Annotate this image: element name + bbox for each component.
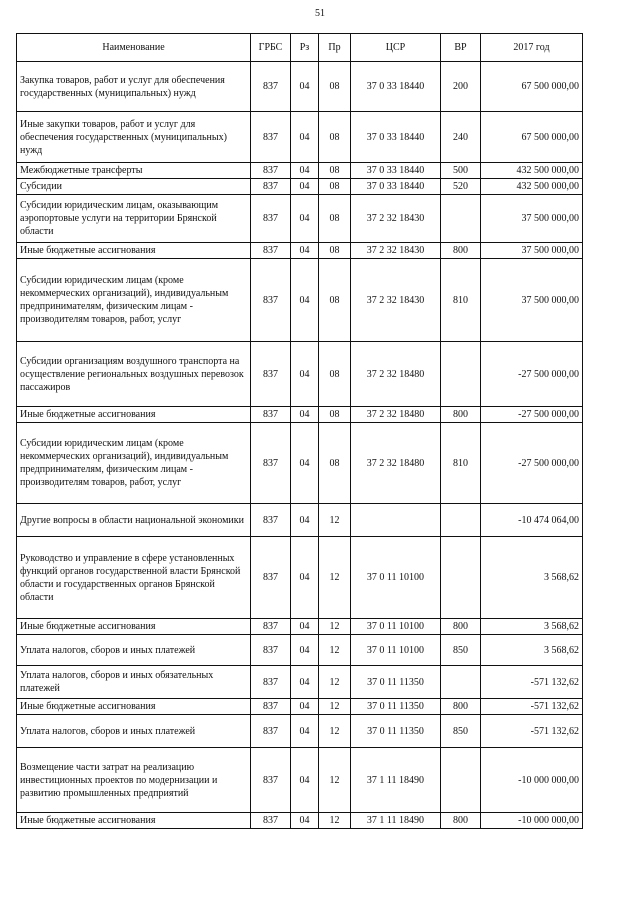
header-pr: Пр	[319, 34, 351, 62]
row-name: Возмещение части затрат на реализацию инвестиционных проектов по модернизации и развитию промышленных предприятий	[17, 748, 251, 813]
row-vr: 800	[441, 243, 481, 259]
row-name: Субсидии юридическим лицам, оказывающим аэропортовые услуги на территории Брянской области	[17, 195, 251, 243]
header-grbs: ГРБС	[251, 34, 291, 62]
row-name: Субсидии организациям воздушного транспорта на осуществление региональных воздушных перевозок пассажиров	[17, 342, 251, 407]
table-row	[17, 179, 583, 195]
row-pr: 12	[319, 813, 351, 829]
row-amount: -10 000 000,00	[481, 748, 583, 813]
row-grbs: 837	[251, 259, 291, 342]
row-amount: -571 132,62	[481, 699, 583, 715]
table-row	[17, 635, 583, 666]
row-csr: 37 0 33 18440	[351, 62, 441, 112]
budget-table	[16, 33, 583, 829]
table-row	[17, 504, 583, 537]
row-csr: 37 0 11 11350	[351, 666, 441, 699]
row-csr: 37 0 11 10100	[351, 619, 441, 635]
row-csr: 37 2 32 18430	[351, 195, 441, 243]
header-vr: ВР	[441, 34, 481, 62]
row-csr: 37 2 32 18430	[351, 259, 441, 342]
table-row	[17, 195, 583, 243]
header-year: 2017 год	[481, 34, 583, 62]
row-grbs: 837	[251, 195, 291, 243]
row-rz: 04	[291, 715, 319, 748]
row-vr: 800	[441, 619, 481, 635]
row-pr: 08	[319, 423, 351, 504]
row-rz: 04	[291, 537, 319, 619]
row-csr: 37 2 32 18480	[351, 423, 441, 504]
row-rz: 04	[291, 666, 319, 699]
row-grbs: 837	[251, 813, 291, 829]
row-vr: 800	[441, 699, 481, 715]
row-pr: 12	[319, 666, 351, 699]
row-pr: 08	[319, 179, 351, 195]
row-grbs: 837	[251, 179, 291, 195]
row-amount: 37 500 000,00	[481, 243, 583, 259]
row-amount: 3 568,62	[481, 619, 583, 635]
row-name: Руководство и управление в сфере установленных функций органов государственной власти Брянской области и государственных органов Брянской области	[17, 537, 251, 619]
row-name: Иные бюджетные ассигнования	[17, 699, 251, 715]
row-vr	[441, 666, 481, 699]
row-amount: 67 500 000,00	[481, 62, 583, 112]
row-name: Уплата налогов, сборов и иных платежей	[17, 635, 251, 666]
row-pr: 08	[319, 112, 351, 163]
row-vr: 500	[441, 163, 481, 179]
row-rz: 04	[291, 195, 319, 243]
row-amount: -27 500 000,00	[481, 407, 583, 423]
row-name: Иные бюджетные ассигнования	[17, 619, 251, 635]
row-csr: 37 0 33 18440	[351, 163, 441, 179]
row-pr: 08	[319, 195, 351, 243]
row-amount: -10 474 064,00	[481, 504, 583, 537]
row-csr: 37 0 11 10100	[351, 537, 441, 619]
header-row	[17, 34, 583, 62]
row-grbs: 837	[251, 407, 291, 423]
row-pr: 12	[319, 748, 351, 813]
table-row	[17, 342, 583, 407]
row-rz: 04	[291, 112, 319, 163]
row-csr: 37 1 11 18490	[351, 748, 441, 813]
row-name: Иные бюджетные ассигнования	[17, 813, 251, 829]
table-row	[17, 259, 583, 342]
row-grbs: 837	[251, 342, 291, 407]
row-pr: 08	[319, 62, 351, 112]
table-row	[17, 699, 583, 715]
row-amount: -571 132,62	[481, 666, 583, 699]
row-name: Уплата налогов, сборов и иных платежей	[17, 715, 251, 748]
row-name: Иные бюджетные ассигнования	[17, 243, 251, 259]
row-amount: 3 568,62	[481, 635, 583, 666]
row-vr: 520	[441, 179, 481, 195]
row-pr: 08	[319, 342, 351, 407]
row-csr: 37 0 11 11350	[351, 699, 441, 715]
row-csr: 37 0 11 10100	[351, 635, 441, 666]
header-csr: ЦСР	[351, 34, 441, 62]
row-csr: 37 2 32 18480	[351, 342, 441, 407]
row-amount: -571 132,62	[481, 715, 583, 748]
row-pr: 12	[319, 699, 351, 715]
row-rz: 04	[291, 635, 319, 666]
row-pr: 12	[319, 619, 351, 635]
row-vr: 810	[441, 423, 481, 504]
row-csr: 37 0 33 18440	[351, 112, 441, 163]
row-pr: 08	[319, 163, 351, 179]
row-amount: 67 500 000,00	[481, 112, 583, 163]
table-row	[17, 163, 583, 179]
row-vr	[441, 748, 481, 813]
row-vr: 240	[441, 112, 481, 163]
header-rz: Рз	[291, 34, 319, 62]
table-row	[17, 666, 583, 699]
row-rz: 04	[291, 243, 319, 259]
row-csr: 37 2 32 18480	[351, 407, 441, 423]
table-row	[17, 813, 583, 829]
row-vr	[441, 195, 481, 243]
row-vr	[441, 504, 481, 537]
row-pr: 12	[319, 504, 351, 537]
row-rz: 04	[291, 699, 319, 715]
row-grbs: 837	[251, 112, 291, 163]
row-amount: -10 000 000,00	[481, 813, 583, 829]
row-pr: 12	[319, 537, 351, 619]
row-name: Субсидии	[17, 179, 251, 195]
row-grbs: 837	[251, 504, 291, 537]
row-grbs: 837	[251, 423, 291, 504]
table-row	[17, 243, 583, 259]
row-pr: 08	[319, 407, 351, 423]
row-rz: 04	[291, 179, 319, 195]
row-amount: 3 568,62	[481, 537, 583, 619]
row-vr	[441, 342, 481, 407]
row-name: Межбюджетные трансферты	[17, 163, 251, 179]
row-vr: 200	[441, 62, 481, 112]
row-name: Субсидии юридическим лицам (кроме некоммерческих организаций), индивидуальным предпринимателям, физическим лицам - производителям товаров, работ, услуг	[17, 259, 251, 342]
row-pr: 12	[319, 635, 351, 666]
row-rz: 04	[291, 259, 319, 342]
row-csr: 37 1 11 18490	[351, 813, 441, 829]
row-vr: 800	[441, 407, 481, 423]
row-vr: 810	[441, 259, 481, 342]
page-number: 51	[315, 8, 325, 19]
row-grbs: 837	[251, 666, 291, 699]
row-rz: 04	[291, 748, 319, 813]
row-amount: 432 500 000,00	[481, 163, 583, 179]
row-vr: 800	[441, 813, 481, 829]
row-rz: 04	[291, 62, 319, 112]
row-rz: 04	[291, 423, 319, 504]
row-amount: 37 500 000,00	[481, 195, 583, 243]
table-row	[17, 407, 583, 423]
row-rz: 04	[291, 504, 319, 537]
row-name: Уплата налогов, сборов и иных обязательных платежей	[17, 666, 251, 699]
row-amount: -27 500 000,00	[481, 423, 583, 504]
row-csr: 37 0 33 18440	[351, 179, 441, 195]
row-csr: 37 2 32 18430	[351, 243, 441, 259]
row-pr: 08	[319, 243, 351, 259]
row-amount: -27 500 000,00	[481, 342, 583, 407]
row-rz: 04	[291, 619, 319, 635]
table-row	[17, 112, 583, 163]
table-row	[17, 423, 583, 504]
row-grbs: 837	[251, 635, 291, 666]
row-name: Иные бюджетные ассигнования	[17, 407, 251, 423]
row-name: Другие вопросы в области национальной экономики	[17, 504, 251, 537]
row-csr: 37 0 11 11350	[351, 715, 441, 748]
row-pr: 12	[319, 715, 351, 748]
row-amount: 37 500 000,00	[481, 259, 583, 342]
row-amount: 432 500 000,00	[481, 179, 583, 195]
row-grbs: 837	[251, 537, 291, 619]
row-grbs: 837	[251, 243, 291, 259]
row-grbs: 837	[251, 699, 291, 715]
row-rz: 04	[291, 813, 319, 829]
row-rz: 04	[291, 163, 319, 179]
table-row	[17, 619, 583, 635]
table-row	[17, 748, 583, 813]
row-csr	[351, 504, 441, 537]
row-vr: 850	[441, 635, 481, 666]
row-rz: 04	[291, 407, 319, 423]
table-row	[17, 537, 583, 619]
row-grbs: 837	[251, 715, 291, 748]
row-vr: 850	[441, 715, 481, 748]
row-name: Иные закупки товаров, работ и услуг для обеспечения государственных (муниципальных) нужд	[17, 112, 251, 163]
table-row	[17, 62, 583, 112]
row-rz: 04	[291, 342, 319, 407]
row-grbs: 837	[251, 748, 291, 813]
row-pr: 08	[319, 259, 351, 342]
row-name: Субсидии юридическим лицам (кроме некоммерческих организаций), индивидуальным предпринимателям, физическим лицам - производителям товаров, работ, услуг	[17, 423, 251, 504]
row-grbs: 837	[251, 619, 291, 635]
header-name: Наименование	[17, 34, 251, 62]
table-row	[17, 715, 583, 748]
row-name: Закупка товаров, работ и услуг для обеспечения государственных (муниципальных) нужд	[17, 62, 251, 112]
row-grbs: 837	[251, 163, 291, 179]
row-grbs: 837	[251, 62, 291, 112]
row-vr	[441, 537, 481, 619]
